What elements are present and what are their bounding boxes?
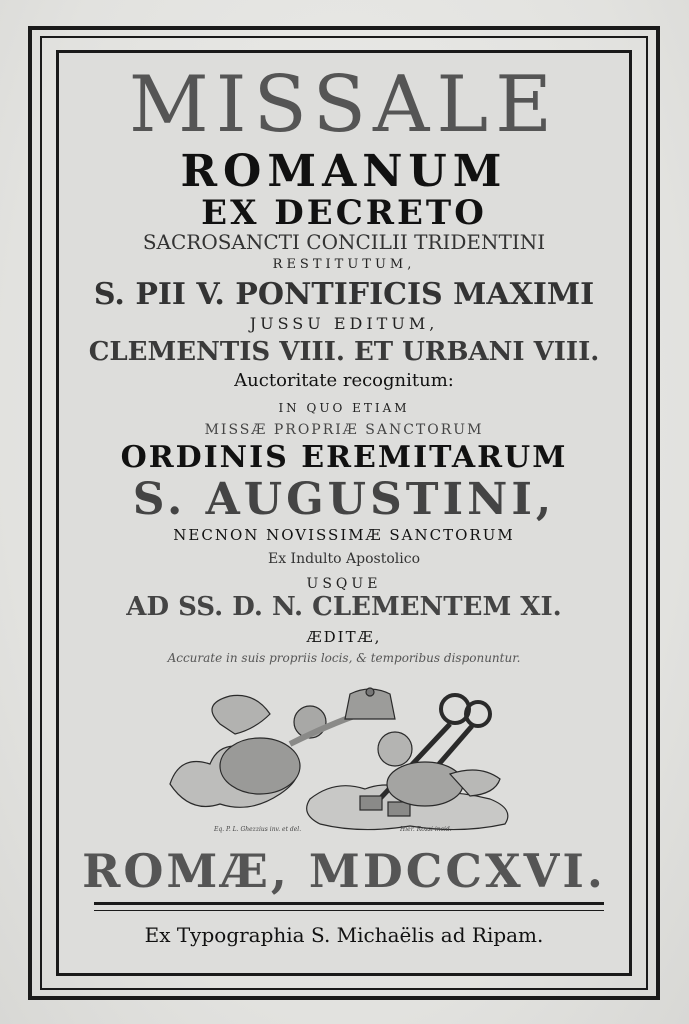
line-in-quo-etiam: IN QUO ETIAM: [278, 401, 410, 415]
line-missae-propriae: MISSÆ PROPRIÆ SANCTORUM: [204, 422, 484, 438]
line-usque: USQUE: [306, 576, 382, 592]
line-aeditae: ÆDITÆ,: [306, 628, 382, 646]
line-concilii: SACROSANCTI CONCILII TRIDENTINI: [142, 230, 546, 254]
line-augustini: S. AUGUSTINI,: [132, 474, 556, 525]
title-romanum: ROMANUM: [180, 146, 508, 197]
imprint-rule-thick: [94, 902, 604, 905]
line-ex-decreto: EX DECRETO: [201, 193, 487, 233]
imprint-rule-thin: [94, 910, 604, 911]
line-clementem-xi: AD SS. D. N. CLEMENTEM XI.: [126, 592, 562, 622]
line-jussu-editum: JUSSU EDITUM,: [249, 314, 439, 333]
line-auctoritate: Auctoritate recognitum:: [234, 370, 454, 391]
line-ordinis: ORDINIS EREMITARUM: [120, 440, 568, 475]
line-clementis-urbani: CLEMENTIS VIII. ET URBANI VIII.: [88, 337, 600, 367]
imprint-printer: Ex Typographia S. Michaëlis ad Ripam.: [144, 923, 544, 947]
title-missale: MISSALE: [128, 60, 560, 150]
line-necnon: NECNON NOVISSIMÆ SANCTORUM: [173, 526, 515, 544]
cherubs-engraving-icon: [160, 684, 528, 836]
imprint-place-date: ROMÆ, MDCCXVI.: [82, 844, 606, 898]
line-ex-indulto: Ex Indulto Apostolico: [267, 551, 421, 567]
engraving-credit-engraver: Hier. Rossi incid.: [400, 826, 452, 833]
line-pii-v: S. PII V. PONTIFICIS MAXIMI: [93, 277, 595, 312]
engraving-credit-inventor: Eq. P. L. Ghezzius inv. et del.: [214, 826, 302, 833]
line-accurate: Accurate in suis propriis locis, & temporibus disponuntur.: [167, 651, 521, 665]
line-restitutum: RESTITUTUM,: [272, 257, 416, 272]
